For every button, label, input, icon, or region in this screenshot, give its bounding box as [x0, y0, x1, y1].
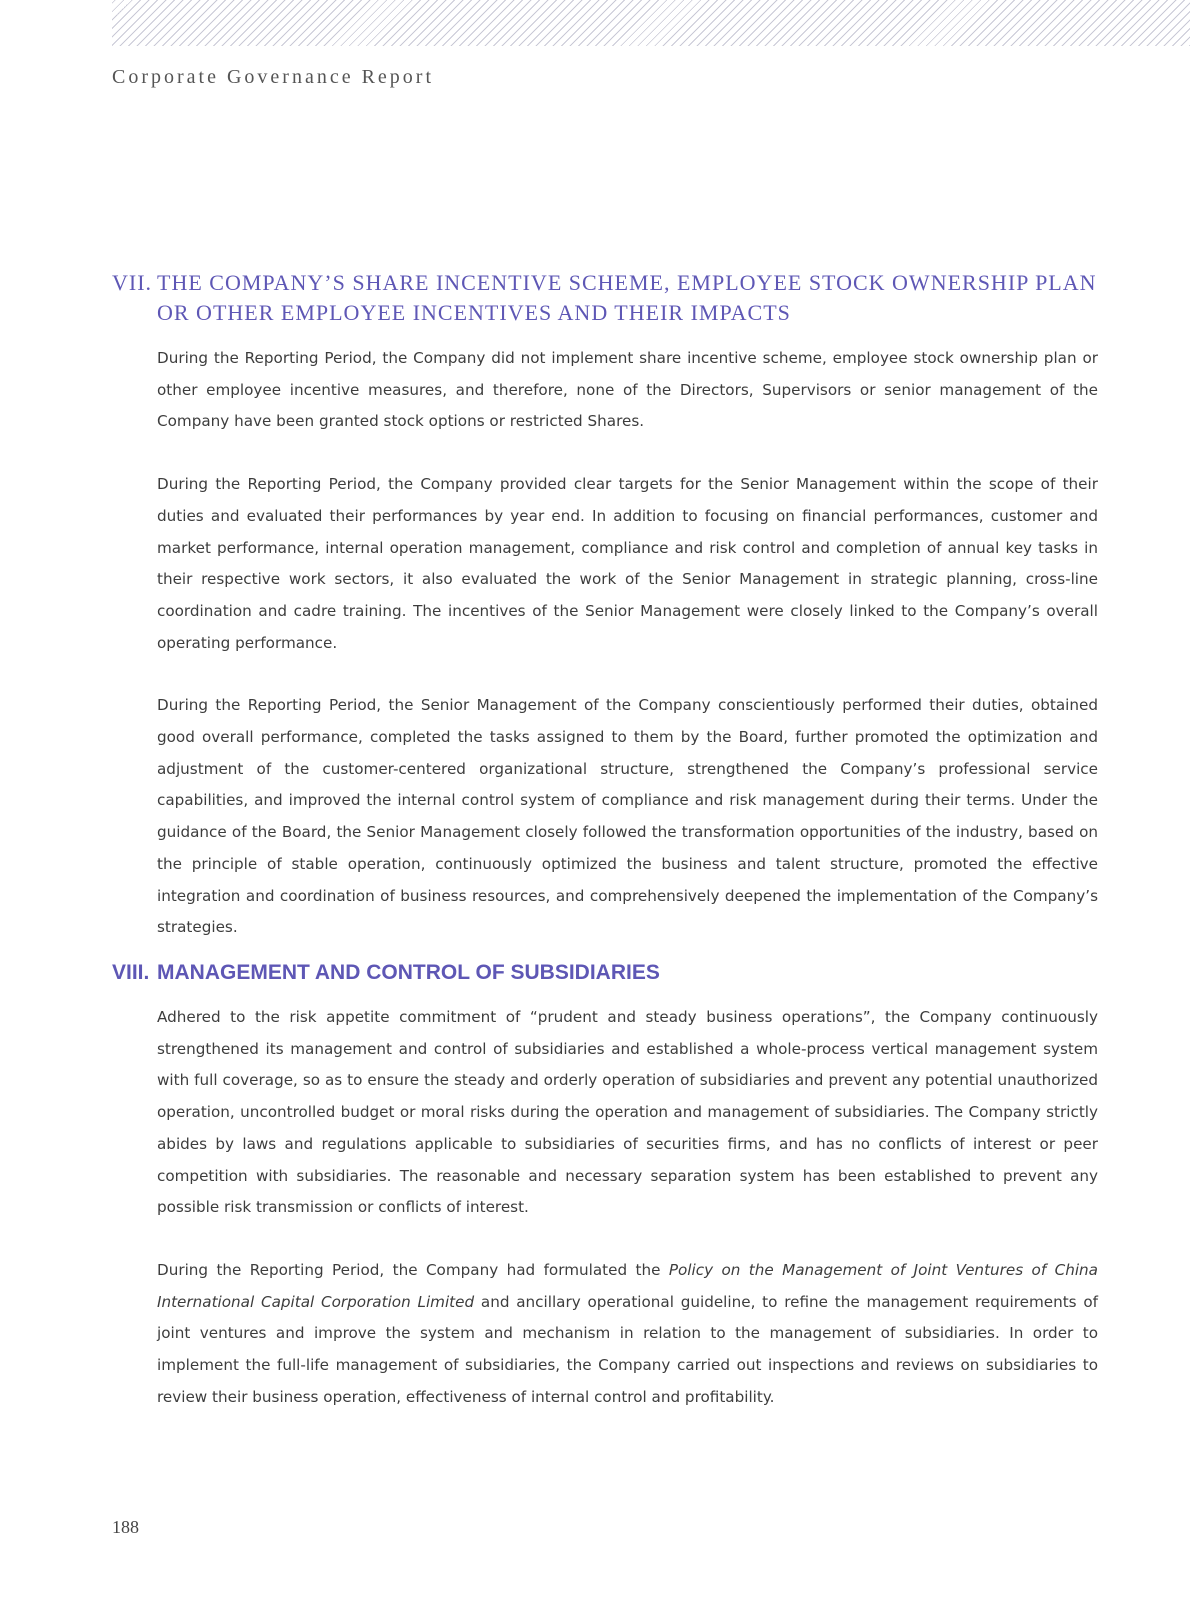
page-number: 188	[112, 1517, 139, 1537]
section-vii-heading	[112, 268, 1098, 328]
section-vii-number: VII.	[112, 270, 153, 295]
section-viii-paragraph-1: Adhered to the risk appetite commitment of “prudent and steady business operations”, the Company continuously strengthened its management and control of subsidiaries and established a whole-process vertical management system with full coverage, so as to ensure the steady and orderly operation of subsidiaries and prevent any potential unauthorized operation, uncontrolled budget or moral risks during the operation and management of subsidiaries. The Company strictly abides by laws and regulations applicable to subsidiaries of securities firms, and has no conflicts of interest or peer competition with subsidiaries. The reasonable and necessary separation system has been established to prevent any possible risk transmission or conflicts of interest.	[157, 1008, 1098, 1217]
section-viii-title: MANAGEMENT AND CONTROL OF SUBSIDIARIES	[157, 961, 660, 984]
section-vii-paragraph-2: During the Reporting Period, the Company provided clear targets for the Senior Management within the scope of their duties and evaluated their performances by year end. In addition to focusing on financial performances, customer and market performance, internal operation management, compliance and risk control and completion of annual key tasks in their respective work sectors, it also evaluated the work of the Senior Management in strategic planning, cross-line coordination and cadre training. The incentives of the Senior Management were closely linked to the Company’s overall operating performance.	[157, 475, 1098, 652]
section-viii-paragraph-2	[112, 1255, 1098, 1414]
header-hatch-band	[112, 0, 1190, 46]
section-vii-paragraph-3: During the Reporting Period, the Senior Management of the Company conscientiously performed their duties, obtained good overall performance, completed the tasks assigned to them by the Board, further promoted the optimization and adjustment of the customer-centered organizational structure, strengthened the Company’s professional service capabilities, and improved the internal control system of compliance and risk management during their terms. Under the guidance of the Board, the Senior Management closely followed the transformation opportunities of the industry, based on the principle of stable operation, continuously optimized the business and talent structure, promoted the effective integration and coordination of business resources, and comprehensively deepened the implementation of the Company’s strategies.	[157, 696, 1098, 937]
section-viii	[112, 958, 1098, 1413]
section-viii-number: VIII.	[112, 961, 150, 984]
section-viii-heading	[112, 958, 1098, 988]
paragraph-2-trailing-text: and ancillary operational guideline, to refine the management requirements of joint ventures and improve the system and mechanism in relation to the management of subsidiaries. In order to implement the full-life management of subsidiaries, the Company carried out inspections and reviews on subsidiaries to review their business operation, effectiveness of internal control and profitability.	[157, 1292, 1098, 1406]
section-vii-title: THE COMPANY’S SHARE INCENTIVE SCHEME, EMPLOYEE STOCK OWNERSHIP PLAN OR OTHER EMPLOYEE INCENTIVES AND THEIR IMPACTS	[157, 270, 1097, 325]
paragraph-2-lead-text: During the Reporting Period, the Company had formulated the	[157, 1260, 669, 1279]
section-vii	[112, 268, 1098, 944]
policy-title: Policy on the Management of Joint Ventures of China International Capital Corporation Limited	[157, 1260, 1098, 1311]
section-vii-paragraph-1: During the Reporting Period, the Company did not implement share incentive scheme, employee stock ownership plan or other employee incentive measures, and therefore, none of the Directors, Supervisors or senior management of the Company have been granted stock options or restricted Shares.	[157, 349, 1098, 431]
running-header: Corporate Governance Report	[112, 66, 435, 88]
